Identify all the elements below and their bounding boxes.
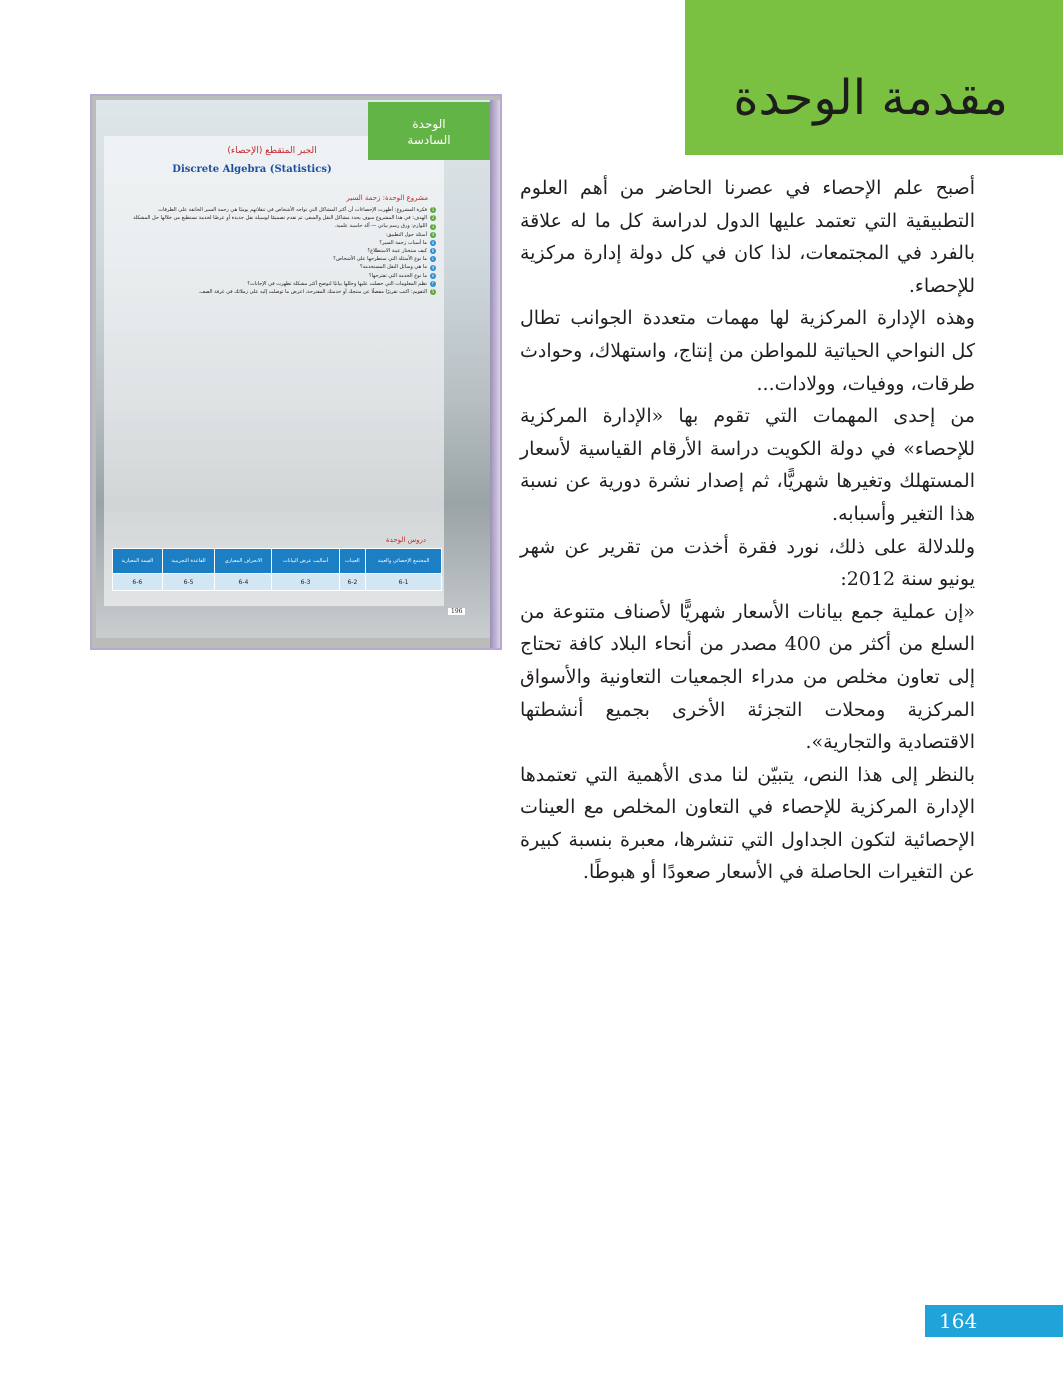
paragraph: وللدلالة على ذلك، نورد فقرة أخذت من تقرير عن شهر يونيو سنة 2012: (520, 535, 975, 591)
marker-badge: 3 (431, 223, 435, 229)
list-item: 3 اللوازم: ورق رسم بياني — آلة حاسبة علمية. (334, 223, 435, 230)
marker-badge: a (431, 239, 435, 245)
table-header-cell: الانحراف المعياري (215, 549, 272, 574)
table-row (113, 549, 442, 574)
project-list (106, 206, 436, 296)
unit-label-line1: الوحدة (412, 117, 446, 131)
unit-label-line2: السادسة (407, 133, 451, 147)
table-header-cell: المجتمع الإحصائي والعينة (366, 549, 442, 574)
list-item: f نظم المعلومات التي حصلت عليها وحللها بيانيًا لتوضح أكثر مشكلة تظهرت في الإجابات؟ (106, 280, 436, 288)
table-cell: 6-2 (339, 574, 365, 591)
marker-badge: b (431, 248, 435, 254)
list-item: a ما أسباب زحمة السير؟ (379, 239, 435, 246)
list-item: e ما نوع الخدمة التي تقترحها؟ (369, 272, 435, 279)
unit-tab (368, 102, 490, 160)
table-header-cell: أساليب عرض البيانات (272, 549, 339, 574)
marker-badge: e (431, 272, 435, 278)
marker-badge: 4 (431, 231, 435, 237)
chapter-thumbnail (90, 94, 502, 650)
marker-badge: d (431, 264, 435, 270)
thumb-page-number: 196 (448, 608, 465, 615)
marker-badge: 1 (431, 207, 435, 213)
list-item: b كيف ستختار عينة الاستطلاع؟ (367, 248, 435, 255)
paragraph: من إحدى المهمات التي تقوم بها «الإدارة المركزية للإحصاء» في دولة الكويت دراسة الأرقام القياسية لأسعار المستهلك وتغيرها شهريًّا، ثم إصدار نشرة دورية عن نسبة هذا التغير وأسبابه. (520, 405, 975, 525)
title-banner (685, 0, 1063, 155)
project-title: مشروع الوحدة: زحمة السير (346, 194, 428, 202)
intro-text (520, 172, 975, 889)
list-item: 1 فكرة المشروع: أظهرت الإحصاءات أن أكثر المشاكل التي تواجه الأشخاص في تنقلاتهم يوميًا هي زحمة السير الخانقة على الطرقات (158, 207, 435, 213)
marker-badge: 2 (431, 215, 435, 221)
page-title: مقدمة الوحدة (733, 70, 1008, 126)
table-cell: 6-3 (272, 574, 339, 591)
paragraph: «إن عملية جمع بيانات الأسعار شهريًّا لأصناف متنوعة من السلع من أكثر من 400 مصدر من أنحاء البلاد كافة تحتاج إلى تعاون مخلص من مدراء الجمعيات التعاونية والأسواق المركزية ومحلات التجزئة الأخرى بجميع أنشطتها الاقتصادية والتجارية». (520, 600, 976, 754)
table-header-cell: القيمة المعيارية (113, 549, 163, 574)
paragraph: أصبح علم الإحصاء في عصرنا الحاضر من أهم العلوم التطبيقية التي تعتمد عليها الدول لدراسة كل ما له علاقة بالفرد في المجتمعات، لذا كان في كل دولة إدارة مركزية للإحصاء. (520, 177, 975, 297)
lessons-table (112, 548, 442, 591)
lessons-label: دروس الوحدة (385, 536, 426, 544)
list-item: c ما نوع الأسئلة التي ستطرحها على الأشخاص؟ (333, 256, 435, 263)
thumb-arabic-title: الجبر المتقطع (الإحصاء) (227, 146, 317, 156)
table-row (113, 574, 442, 591)
paragraph: بالنظر إلى هذا النص، يتبيّن لنا مدى الأهمية التي تعتمدها الإدارة المركزية للإحصاء في التعاون المخلص مع العينات الإحصائية لتكون الجداول التي تنشرها، معبرة بنسبة كبيرة عن التغيرات الحاصلة في الأسعار صعودًا أو هبوطًا. (520, 763, 975, 884)
page-edge (490, 100, 500, 648)
page-number: 164 (925, 1305, 1063, 1337)
list-item: 5 التقويم: اكتب تقريرًا مفصلًا عن منتجك أو خدمتك المقترحة، اعرض ما توصلت إليه على زملائك في غرفة الصف. (198, 289, 435, 296)
list-item: d ما هي وسائل النقل المستخدمة؟ (359, 264, 435, 271)
marker-badge: c (431, 256, 435, 262)
table-cell: 6-5 (162, 574, 215, 591)
paragraph: وهذه الإدارة المركزية لها مهمات متعددة الجوانب تطال كل النواحي الحياتية للمواطن من إنتاج، واستهلاك، وحوادث طرقات، ووفيات، وولادات... (520, 307, 975, 395)
table-cell: 6-1 (366, 574, 442, 591)
list-item: 2 الهدف: في هذا المشروع سوف يحدد مشاكل النقل والسفر، ثم تقدم تصميمًا لوسيلة نقل جديدة أو عرضًا لخدمة تستطيع من خلالها حل المشكلة (133, 215, 435, 222)
table-cell: 6-6 (113, 574, 163, 591)
table-header-cell: القاعدة التجريبية (162, 549, 215, 574)
marker-badge: f (430, 281, 436, 287)
marker-badge: 5 (431, 289, 435, 295)
list-item: 4 أسئلة حول التطبيق: (385, 231, 435, 238)
table-header-cell: العينات (339, 549, 365, 574)
thumb-english-title: Discrete Algebra (Statistics) (172, 164, 332, 175)
table-cell: 6-4 (215, 574, 272, 591)
